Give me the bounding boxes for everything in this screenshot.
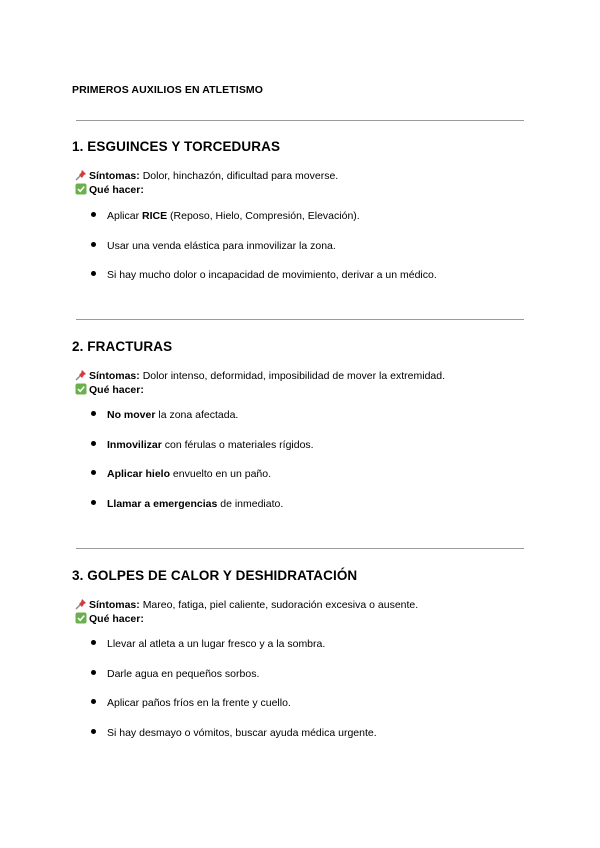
symptoms-line xyxy=(74,169,338,182)
todo-line xyxy=(74,612,144,625)
symptoms-label: Síntomas: xyxy=(89,599,140,611)
section-heading: 1. ESGUINCES Y TORCEDURAS xyxy=(72,139,281,154)
list-item: Inmovilizar con férulas o materiales rígidos. xyxy=(91,439,314,451)
symptoms-line xyxy=(74,369,445,382)
list-item: Si hay mucho dolor o incapacidad de movimiento, derivar a un médico. xyxy=(91,269,437,281)
bullet-icon xyxy=(91,212,96,217)
list-item: Usar una venda elástica para inmovilizar la zona. xyxy=(91,240,336,252)
list-item: Si hay desmayo o vómitos, buscar ayuda médica urgente. xyxy=(91,727,377,739)
symptoms-text: Dolor intenso, deformidad, imposibilidad de mover la extremidad. xyxy=(142,370,446,382)
section-divider xyxy=(76,319,524,320)
bullet-icon xyxy=(91,271,96,276)
bullet-icon xyxy=(91,729,96,734)
symptoms-line xyxy=(74,598,418,611)
list-item: Aplicar paños fríos en la frente y cuello. xyxy=(91,697,291,709)
bullet-icon xyxy=(91,699,96,704)
pushpin-icon xyxy=(74,598,88,610)
bullet-icon xyxy=(91,441,96,446)
list-item: Aplicar hielo envuelto en un paño. xyxy=(91,468,271,480)
check-mark-button-icon xyxy=(74,612,88,624)
todo-line xyxy=(74,383,144,396)
bullet-icon xyxy=(91,640,96,645)
todo-label: Qué hacer: xyxy=(89,613,144,625)
symptoms-label: Síntomas: xyxy=(89,370,140,382)
section-heading: 3. GOLPES DE CALOR Y DESHIDRATACIÓN xyxy=(72,568,358,583)
document-title: PRIMEROS AUXILIOS EN ATLETISMO xyxy=(72,84,264,96)
section-divider xyxy=(76,120,524,121)
list-item: No mover la zona afectada. xyxy=(91,409,238,421)
list-item: Darle agua en pequeños sorbos. xyxy=(91,668,259,680)
symptoms-label: Síntomas: xyxy=(89,170,140,182)
bullet-icon xyxy=(91,500,96,505)
pushpin-icon xyxy=(74,369,88,381)
bullet-icon xyxy=(91,411,96,416)
section-divider xyxy=(76,548,524,549)
list-item: Aplicar RICE (Reposo, Hielo, Compresión, Elevación). xyxy=(91,210,360,222)
bullet-icon xyxy=(91,470,96,475)
symptoms-text: Dolor, hinchazón, dificultad para moverse. xyxy=(142,170,339,182)
todo-label: Qué hacer: xyxy=(89,184,144,196)
todo-line xyxy=(74,183,144,196)
symptoms-text: Mareo, fatiga, piel caliente, sudoración excesiva o ausente. xyxy=(142,599,419,611)
list-item: Llevar al atleta a un lugar fresco y a la sombra. xyxy=(91,638,325,650)
list-item: Llamar a emergencias de inmediato. xyxy=(91,498,283,510)
pushpin-icon xyxy=(74,169,88,181)
todo-label: Qué hacer: xyxy=(89,384,144,396)
section-heading: 2. FRACTURAS xyxy=(72,339,173,354)
check-mark-button-icon xyxy=(74,183,88,195)
check-mark-button-icon xyxy=(74,383,88,395)
bullet-icon xyxy=(91,242,96,247)
bullet-icon xyxy=(91,670,96,675)
